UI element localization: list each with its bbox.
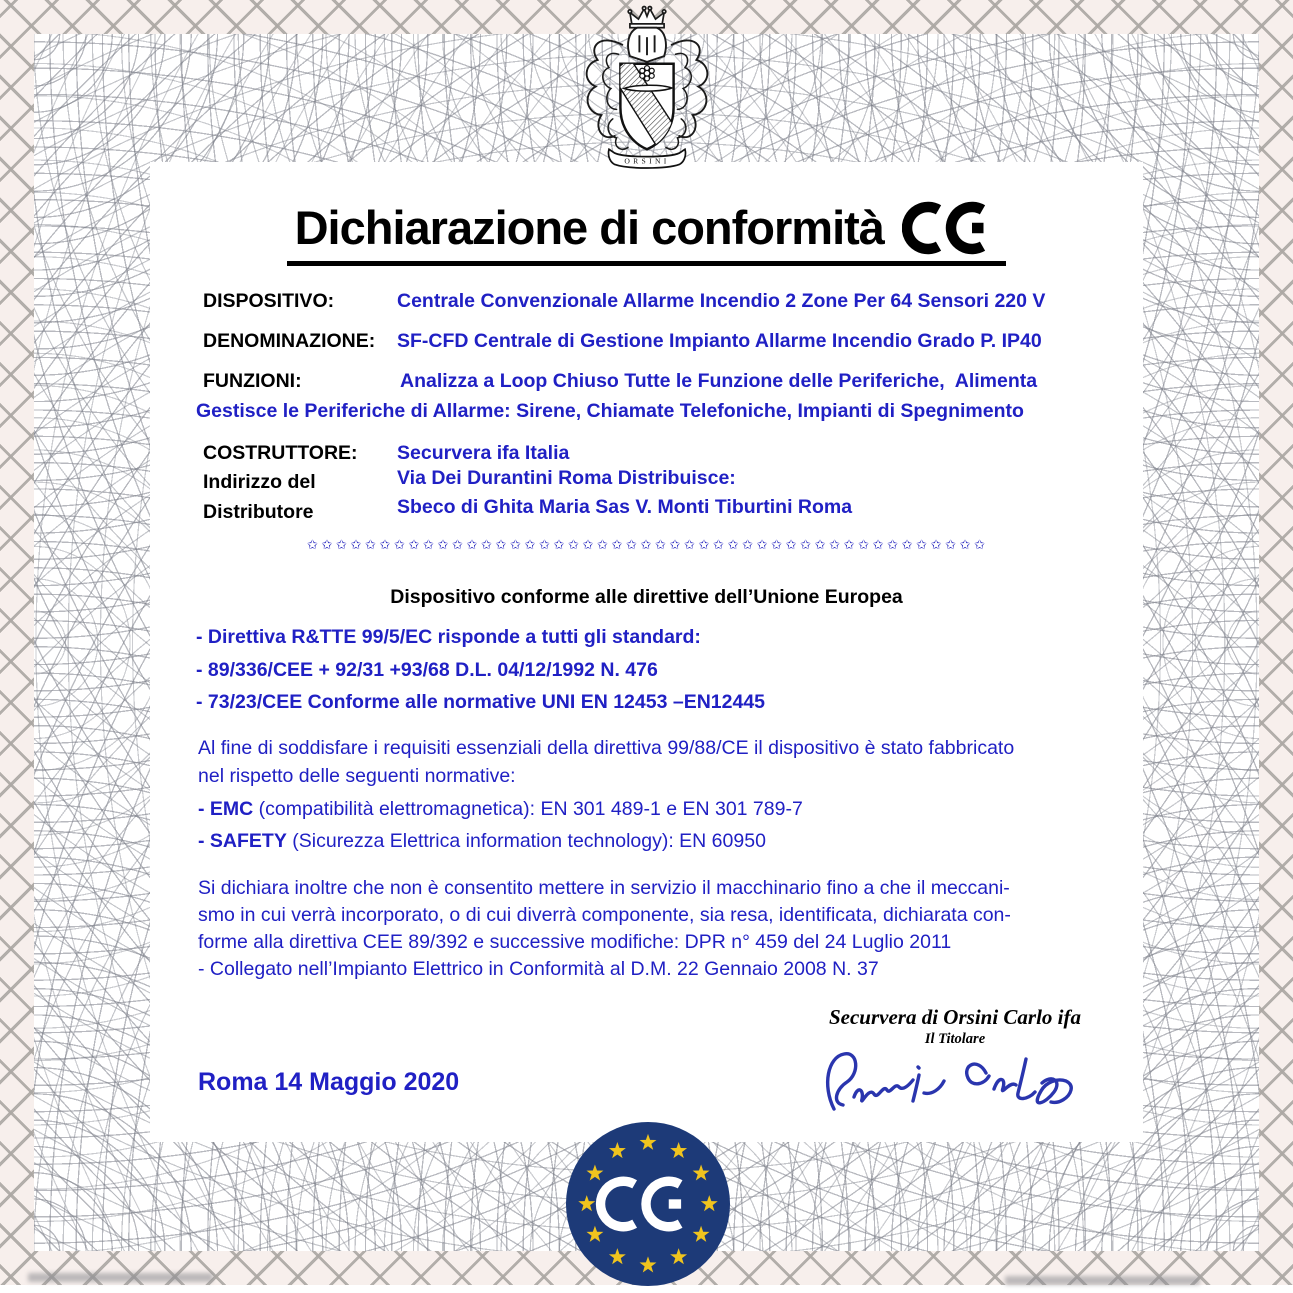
norm-safety-line <box>198 827 766 855</box>
signature-role: Il Titolare <box>924 1031 986 1047</box>
crest-banner-text: ORSINI <box>623 156 670 166</box>
field-label-indirizzo: Indirizzo del <box>203 471 316 493</box>
machinery-line: smo in cui verrà incorporato, o di cui diverrà componente, sia resa, identificata, dichiarata con- <box>198 904 1011 926</box>
field-value-indirizzo: Via Dei Durantini Roma Distribuisce: <box>397 467 736 489</box>
star-divider: ✩ ✩ ✩ ✩ ✩ ✩ ✩ ✩ ✩ ✩ ✩ ✩ ✩ ✩ ✩ ✩ ✩ ✩ ✩ ✩ ✩ ✩ ✩ ✩ ✩ ✩ ✩ ✩ ✩ ✩ ✩ ✩ ✩ ✩ ✩ ✩ ✩ ✩ ✩ ✩ ✩ ✩ ✩ ✩ ✩ ✩ ✩ <box>306 537 987 552</box>
field-label-dispositivo: DISPOSITIVO: <box>203 290 335 312</box>
signature-company: Securvera di Orsini Carlo ifa <box>828 1005 1082 1029</box>
norm-emc-line <box>198 795 803 823</box>
norm-safety-text: (Sicurezza Elettrica information technology): EN 60950 <box>286 830 766 852</box>
directive-line: - 89/336/CEE + 92/31 +93/68 D.L. 04/12/1992 N. 476 <box>196 659 658 681</box>
field-label-costruttore: COSTRUTTORE: <box>203 442 358 464</box>
faint-footer-text-right <box>1005 1276 1200 1285</box>
date-place: Roma 14 Maggio 2020 <box>198 1068 460 1096</box>
field-value-funzioni-line2: Gestisce le Periferiche di Allarme: Sirene, Chiamate Telefoniche, Impianti di Spegnimento <box>196 400 1024 422</box>
orsini-crest-icon <box>571 2 723 179</box>
field-value-costruttore: Securvera ifa Italia <box>397 442 570 464</box>
machinery-line: - Collegato nell’Impianto Elettrico in Conformità al D.M. 22 Gennaio 2008 N. 37 <box>198 958 879 980</box>
page-title: Dichiarazione di conformità <box>294 201 884 254</box>
field-label-denominazione: DENOMINAZIONE: <box>203 330 376 352</box>
crown-icon <box>628 6 666 27</box>
handwritten-signature <box>818 1045 1088 1125</box>
helmet-icon <box>628 28 666 62</box>
directive-line: - 73/23/CEE Conforme alle normative UNI EN 12453 –EN12445 <box>196 691 766 713</box>
norm-safety-label: - SAFETY <box>198 830 287 852</box>
field-value-denominazione: SF-CFD Centrale di Gestione Impianto Allarme Incendio Grado P. IP40 <box>397 330 1042 352</box>
conformity-heading: Dispositivo conforme alle direttive dell’Unione Europea <box>390 586 903 608</box>
ce-mark-icon <box>902 201 998 255</box>
field-value-dispositivo: Centrale Convenzionale Allarme Incendio 2 Zone Per 64 Sensori 220 V <box>397 290 1046 312</box>
field-label-distributore: Distributore <box>203 501 314 523</box>
norm-emc-text: (compatibilità elettromagnetica): EN 301 489-1 e EN 301 789-7 <box>253 798 803 820</box>
title-row <box>150 200 1143 266</box>
signature-block <box>790 1005 1120 1048</box>
norm-emc-label: - EMC <box>198 798 254 820</box>
faint-footer-text-left <box>28 1273 213 1282</box>
directive-line: - Direttiva R&TTE 99/5/EC risponde a tutti gli standard: <box>196 626 701 648</box>
field-value-distributore: Sbeco di Ghita Maria Sas V. Monti Tiburtini Roma <box>397 496 853 518</box>
eel-icon <box>624 85 672 91</box>
machinery-line: Si dichiara inoltre che non è consentito mettere in servizio il macchinario fino a che il meccani- <box>198 877 1010 899</box>
field-value-funzioni: Analizza a Loop Chiuso Tutte le Funzione delle Periferiche, Alimenta <box>400 370 1038 392</box>
crest-banner <box>608 149 685 168</box>
eu-ce-badge-icon <box>564 1120 732 1293</box>
fabrication-line: Al fine di soddisfare i requisiti essenziali della direttiva 99/88/CE il dispositivo è stato fabbricato <box>198 737 1015 759</box>
rose-icon <box>639 66 653 81</box>
fabrication-line: nel rispetto delle seguenti normative: <box>198 765 516 787</box>
certificate-sheet <box>150 162 1143 1142</box>
field-label-funzioni: FUNZIONI: <box>203 370 302 392</box>
machinery-line: forme alla direttiva CEE 89/392 e successive modifiche: DPR n° 459 del 24 Luglio 2011 <box>198 931 952 953</box>
